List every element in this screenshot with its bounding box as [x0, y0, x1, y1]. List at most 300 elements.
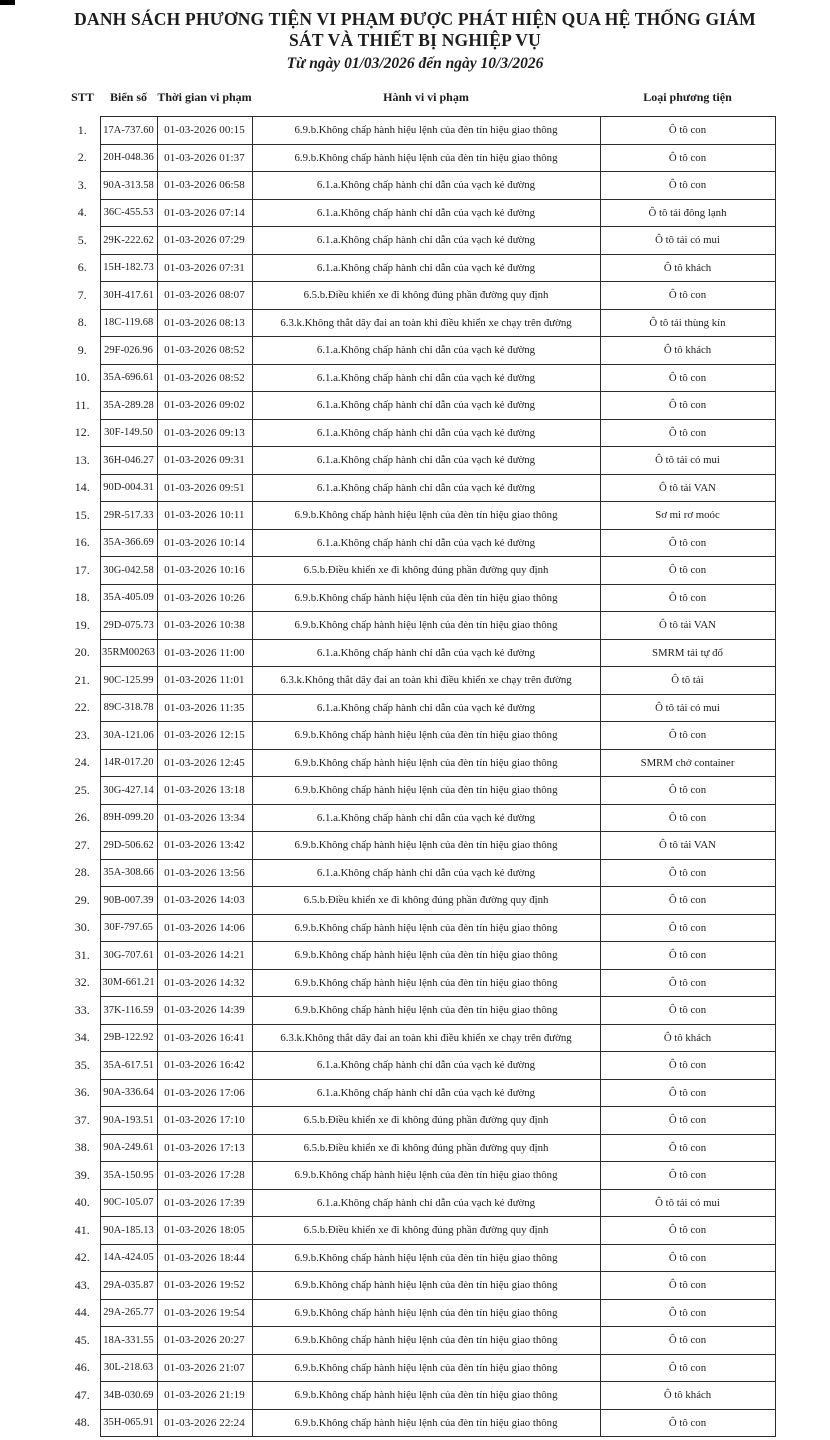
cell-stt: 10.	[74, 370, 90, 385]
table-row	[65, 1244, 775, 1272]
cell-violation-time: 01-03-2026 17:28	[157, 1162, 252, 1190]
cell-violation-time: 01-03-2026 16:42	[157, 1052, 252, 1080]
cell-vehicle-type: Ô tô khách	[600, 254, 775, 282]
column-header-time: Thời gian vi phạm	[157, 90, 252, 104]
column-header-stt: STT	[71, 90, 94, 105]
cell-plate-number: 35A-308.66	[100, 859, 157, 887]
cell-violation-behavior: 6.9.b.Không chấp hành hiệu lệnh của đèn tín hiệu giao thông	[252, 1409, 600, 1437]
cell-vehicle-type: Ô tô con	[600, 1079, 775, 1107]
cell-stt: 42.	[74, 1250, 90, 1265]
violations-table-header	[65, 90, 775, 117]
cell-vehicle-type: Ô tô con	[600, 1052, 775, 1080]
cell-plate-number: 30G-707.61	[100, 942, 157, 970]
cell-violation-time: 01-03-2026 19:52	[157, 1272, 252, 1300]
cell-vehicle-type: Ô tô khách	[600, 1024, 775, 1052]
cell-vehicle-type: Ô tô con	[600, 1244, 775, 1272]
cell-plate-number: 29F-026.96	[100, 337, 157, 365]
cell-stt: 9.	[77, 342, 87, 357]
cell-violation-time: 01-03-2026 08:13	[157, 309, 252, 337]
table-row	[65, 419, 775, 447]
cell-violation-behavior: 6.9.b.Không chấp hành hiệu lệnh của đèn tín hiệu giao thông	[252, 584, 600, 612]
cell-plate-number: 30F-149.50	[100, 419, 157, 447]
cell-violation-behavior: 6.9.b.Không chấp hành hiệu lệnh của đèn tín hiệu giao thông	[252, 1354, 600, 1382]
cell-plate-number: 35A-617.51	[100, 1052, 157, 1080]
cell-stt: 22.	[74, 700, 90, 715]
cell-vehicle-type: Ô tô tải	[600, 667, 775, 695]
cell-violation-time: 01-03-2026 06:58	[157, 172, 252, 200]
cell-plate-number: 90B-007.39	[100, 887, 157, 915]
table-row	[65, 667, 775, 695]
cell-violation-time: 01-03-2026 00:15	[157, 117, 252, 145]
table-row	[65, 969, 775, 997]
cell-violation-behavior: 6.1.a.Không chấp hành chỉ dẫn của vạch kẻ đường	[252, 1079, 600, 1107]
cell-violation-time: 01-03-2026 11:00	[157, 639, 252, 667]
cell-violation-behavior: 6.5.b.Điều khiển xe đi không đúng phần đường quy định	[252, 1134, 600, 1162]
table-row	[65, 474, 775, 502]
cell-violation-time: 01-03-2026 16:41	[157, 1024, 252, 1052]
cell-stt: 2.	[77, 150, 87, 165]
cell-vehicle-type: Ô tô con	[600, 364, 775, 392]
cell-violation-time: 01-03-2026 10:14	[157, 529, 252, 557]
cell-violation-behavior: 6.1.a.Không chấp hành chỉ dẫn của vạch kẻ đường	[252, 1189, 600, 1217]
cell-violation-time: 01-03-2026 08:07	[157, 282, 252, 310]
cell-violation-behavior: 6.5.b.Điều khiển xe đi không đúng phần đường quy định	[252, 557, 600, 585]
cell-violation-behavior: 6.9.b.Không chấp hành hiệu lệnh của đèn tín hiệu giao thông	[252, 117, 600, 145]
table-row	[65, 227, 775, 255]
cell-violation-time: 01-03-2026 07:31	[157, 254, 252, 282]
cell-plate-number: 29A-265.77	[100, 1299, 157, 1327]
cell-plate-number: 29R-517.33	[100, 502, 157, 530]
cell-violation-time: 01-03-2026 17:39	[157, 1189, 252, 1217]
cell-violation-time: 01-03-2026 14:06	[157, 914, 252, 942]
cell-stt: 27.	[74, 837, 90, 852]
cell-vehicle-type: Ô tô con	[600, 1327, 775, 1355]
table-row	[65, 364, 775, 392]
cell-violation-behavior: 6.1.a.Không chấp hành chỉ dẫn của vạch kẻ đường	[252, 639, 600, 667]
cell-vehicle-type: Ô tô con	[600, 1134, 775, 1162]
cell-stt: 5.	[77, 232, 87, 247]
cell-plate-number: 90A-185.13	[100, 1217, 157, 1245]
cell-stt: 1.	[77, 122, 87, 137]
table-row	[65, 942, 775, 970]
cell-plate-number: 18A-331.55	[100, 1327, 157, 1355]
table-row	[65, 694, 775, 722]
table-row	[65, 337, 775, 365]
cell-vehicle-type: Ô tô tải thùng kín	[600, 309, 775, 337]
cell-vehicle-type: Ô tô con	[600, 969, 775, 997]
cell-violation-time: 01-03-2026 17:13	[157, 1134, 252, 1162]
cell-stt: 12.	[74, 425, 90, 440]
cell-stt: 30.	[74, 920, 90, 935]
cell-vehicle-type: SMRM chở container	[600, 749, 775, 777]
cell-vehicle-type: Ô tô tải VAN	[600, 474, 775, 502]
cell-plate-number: 35A-696.61	[100, 364, 157, 392]
cell-plate-number: 30F-797.65	[100, 914, 157, 942]
table-row	[65, 777, 775, 805]
cell-stt: 4.	[77, 205, 87, 220]
cell-violation-behavior: 6.1.a.Không chấp hành chỉ dẫn của vạch kẻ đường	[252, 474, 600, 502]
cell-violation-behavior: 6.9.b.Không chấp hành hiệu lệnh của đèn tín hiệu giao thông	[252, 1162, 600, 1190]
cell-vehicle-type: Ô tô con	[600, 1217, 775, 1245]
cell-violation-behavior: 6.1.a.Không chấp hành chỉ dẫn của vạch kẻ đường	[252, 419, 600, 447]
cell-plate-number: 29D-075.73	[100, 612, 157, 640]
table-row	[65, 1189, 775, 1217]
cell-stt: 29.	[74, 892, 90, 907]
date-range-subtitle: Từ ngày 01/03/2026 đến ngày 10/3/2026	[286, 55, 544, 72]
cell-stt: 28.	[74, 865, 90, 880]
cell-violation-behavior: 6.1.a.Không chấp hành chỉ dẫn của vạch kẻ đường	[252, 447, 600, 475]
cell-violation-time: 01-03-2026 12:45	[157, 749, 252, 777]
cell-plate-number: 90A-336.64	[100, 1079, 157, 1107]
cell-plate-number: 30G-042.58	[100, 557, 157, 585]
cell-violation-behavior: 6.1.a.Không chấp hành chỉ dẫn của vạch kẻ đường	[252, 529, 600, 557]
cell-vehicle-type: Ô tô con	[600, 1354, 775, 1382]
cell-violation-time: 01-03-2026 13:56	[157, 859, 252, 887]
cell-stt: 19.	[74, 617, 90, 632]
cell-violation-behavior: 6.1.a.Không chấp hành chỉ dẫn của vạch kẻ đường	[252, 199, 600, 227]
cell-violation-behavior: 6.1.a.Không chấp hành chỉ dẫn của vạch kẻ đường	[252, 254, 600, 282]
cell-violation-behavior: 6.1.a.Không chấp hành chỉ dẫn của vạch kẻ đường	[252, 694, 600, 722]
cell-vehicle-type: Ô tô con	[600, 557, 775, 585]
column-header-violation: Hành vi vi phạm	[383, 90, 469, 104]
cell-plate-number: 35A-289.28	[100, 392, 157, 420]
cell-violation-time: 01-03-2026 14:03	[157, 887, 252, 915]
cell-vehicle-type: Ô tô khách	[600, 337, 775, 365]
cell-stt: 34.	[74, 1030, 90, 1045]
table-row	[65, 584, 775, 612]
cell-plate-number: 14A-424.05	[100, 1244, 157, 1272]
cell-violation-behavior: 6.1.a.Không chấp hành chỉ dẫn của vạch kẻ đường	[252, 364, 600, 392]
cell-violation-time: 01-03-2026 21:07	[157, 1354, 252, 1382]
cell-stt: 41.	[74, 1222, 90, 1237]
cell-stt: 23.	[74, 727, 90, 742]
cell-plate-number: 29D-506.62	[100, 832, 157, 860]
table-row	[65, 1079, 775, 1107]
cell-violation-behavior: 6.9.b.Không chấp hành hiệu lệnh của đèn tín hiệu giao thông	[252, 914, 600, 942]
cell-stt: 20.	[74, 645, 90, 660]
cell-violation-behavior: 6.9.b.Không chấp hành hiệu lệnh của đèn tín hiệu giao thông	[252, 502, 600, 530]
title-block	[0, 0, 830, 73]
cell-vehicle-type: Ô tô con	[600, 529, 775, 557]
cell-vehicle-type: Ô tô tải có mui	[600, 1189, 775, 1217]
cell-plate-number: 90A-313.58	[100, 172, 157, 200]
column-header-vehicle: Loại phương tiện	[643, 90, 732, 104]
cell-vehicle-type: Ô tô con	[600, 777, 775, 805]
cell-violation-time: 01-03-2026 17:10	[157, 1107, 252, 1135]
cell-violation-behavior: 6.1.a.Không chấp hành chỉ dẫn của vạch kẻ đường	[252, 172, 600, 200]
cell-plate-number: 37K-116.59	[100, 997, 157, 1025]
table-row	[65, 1327, 775, 1355]
table-row	[65, 172, 775, 200]
cell-vehicle-type: SMRM tải tự đổ	[600, 639, 775, 667]
table-row	[65, 309, 775, 337]
table-row	[65, 1162, 775, 1190]
page-title-line-1: DANH SÁCH PHƯƠNG TIỆN VI PHẠM ĐƯỢC PHÁT HIỆN QUA HỆ THỐNG GIÁM	[74, 9, 756, 29]
header-row	[65, 90, 775, 117]
cell-plate-number: 30M-661.21	[100, 969, 157, 997]
cell-plate-number: 35A-366.69	[100, 529, 157, 557]
cell-violation-behavior: 6.9.b.Không chấp hành hiệu lệnh của đèn tín hiệu giao thông	[252, 1299, 600, 1327]
cell-violation-behavior: 6.5.b.Điều khiển xe đi không đúng phần đường quy định	[252, 1217, 600, 1245]
cell-violation-behavior: 6.9.b.Không chấp hành hiệu lệnh của đèn tín hiệu giao thông	[252, 749, 600, 777]
cell-violation-behavior: 6.1.a.Không chấp hành chỉ dẫn của vạch kẻ đường	[252, 859, 600, 887]
cell-vehicle-type: Ô tô con	[600, 887, 775, 915]
cell-violation-time: 01-03-2026 10:38	[157, 612, 252, 640]
cell-stt: 7.	[77, 287, 87, 302]
cell-stt: 36.	[74, 1085, 90, 1100]
cell-violation-behavior: 6.3.k.Không thắt dây đai an toàn khi điều khiển xe chạy trên đường	[252, 667, 600, 695]
cell-violation-behavior: 6.9.b.Không chấp hành hiệu lệnh của đèn tín hiệu giao thông	[252, 832, 600, 860]
cell-violation-time: 01-03-2026 09:31	[157, 447, 252, 475]
cell-stt: 37.	[74, 1112, 90, 1127]
table-row	[65, 1409, 775, 1437]
cell-violation-time: 01-03-2026 09:51	[157, 474, 252, 502]
cell-violation-behavior: 6.5.b.Điều khiển xe đi không đúng phần đường quy định	[252, 1107, 600, 1135]
table-row	[65, 1052, 775, 1080]
cell-violation-time: 01-03-2026 07:14	[157, 199, 252, 227]
cell-violation-time: 01-03-2026 08:52	[157, 337, 252, 365]
cell-vehicle-type: Sơ mi rơ moóc	[600, 502, 775, 530]
cell-violation-behavior: 6.9.b.Không chấp hành hiệu lệnh của đèn tín hiệu giao thông	[252, 1244, 600, 1272]
cell-violation-time: 01-03-2026 14:32	[157, 969, 252, 997]
cell-vehicle-type: Ô tô con	[600, 144, 775, 172]
cell-violation-time: 01-03-2026 13:34	[157, 804, 252, 832]
cell-vehicle-type: Ô tô con	[600, 419, 775, 447]
cell-plate-number: 30A-121.06	[100, 722, 157, 750]
cell-plate-number: 29A-035.87	[100, 1272, 157, 1300]
cell-stt: 40.	[74, 1195, 90, 1210]
cell-stt: 31.	[74, 947, 90, 962]
cell-violation-behavior: 6.9.b.Không chấp hành hiệu lệnh của đèn tín hiệu giao thông	[252, 777, 600, 805]
cell-violation-time: 01-03-2026 13:42	[157, 832, 252, 860]
cell-vehicle-type: Ô tô con	[600, 584, 775, 612]
cell-vehicle-type: Ô tô con	[600, 722, 775, 750]
cell-violation-behavior: 6.9.b.Không chấp hành hiệu lệnh của đèn tín hiệu giao thông	[252, 997, 600, 1025]
cell-stt: 13.	[74, 452, 90, 467]
cell-vehicle-type: Ô tô con	[600, 1107, 775, 1135]
cell-plate-number: 14R-017.20	[100, 749, 157, 777]
page-title-line-2: SÁT VÀ THIẾT BỊ NGHIỆP VỤ	[289, 30, 541, 50]
table-row	[65, 887, 775, 915]
cell-violation-time: 01-03-2026 20:27	[157, 1327, 252, 1355]
table-row	[65, 254, 775, 282]
cell-stt: 14.	[74, 480, 90, 495]
cell-violation-behavior: 6.1.a.Không chấp hành chỉ dẫn của vạch kẻ đường	[252, 227, 600, 255]
cell-vehicle-type: Ô tô con	[600, 117, 775, 145]
cell-vehicle-type: Ô tô con	[600, 859, 775, 887]
column-header-plate: Biển số	[109, 90, 147, 104]
table-row	[65, 1299, 775, 1327]
cell-vehicle-type: Ô tô con	[600, 1162, 775, 1190]
cell-plate-number: 90C-125.99	[100, 667, 157, 695]
table-row	[65, 639, 775, 667]
cell-plate-number: 29K-222.62	[100, 227, 157, 255]
table-row	[65, 529, 775, 557]
cell-violation-behavior: 6.1.a.Không chấp hành chỉ dẫn của vạch kẻ đường	[252, 392, 600, 420]
cell-violation-time: 01-03-2026 12:15	[157, 722, 252, 750]
cell-vehicle-type: Ô tô tải đông lạnh	[600, 199, 775, 227]
cell-stt: 33.	[74, 1002, 90, 1017]
cell-stt: 24.	[74, 755, 90, 770]
violations-table-body	[65, 117, 775, 1437]
cell-violation-time: 01-03-2026 10:16	[157, 557, 252, 585]
table-row	[65, 557, 775, 585]
cell-plate-number: 29B-122.92	[100, 1024, 157, 1052]
cell-stt: 15.	[74, 507, 90, 522]
cell-stt: 48.	[74, 1415, 90, 1430]
cell-violation-behavior: 6.9.b.Không chấp hành hiệu lệnh của đèn tín hiệu giao thông	[252, 1272, 600, 1300]
cell-stt: 8.	[77, 315, 87, 330]
table-row	[65, 832, 775, 860]
cell-violation-behavior: 6.9.b.Không chấp hành hiệu lệnh của đèn tín hiệu giao thông	[252, 942, 600, 970]
cell-violation-time: 01-03-2026 13:18	[157, 777, 252, 805]
cell-violation-time: 01-03-2026 07:29	[157, 227, 252, 255]
cell-violation-time: 01-03-2026 11:35	[157, 694, 252, 722]
cell-violation-time: 01-03-2026 09:02	[157, 392, 252, 420]
cell-plate-number: 30L-218.63	[100, 1354, 157, 1382]
table-row	[65, 722, 775, 750]
cell-plate-number: 89H-099.20	[100, 804, 157, 832]
table-row	[65, 199, 775, 227]
cell-violation-behavior: 6.9.b.Không chấp hành hiệu lệnh của đèn tín hiệu giao thông	[252, 969, 600, 997]
table-row	[65, 859, 775, 887]
cell-stt: 46.	[74, 1360, 90, 1375]
cell-plate-number: 34B-030.69	[100, 1382, 157, 1410]
cell-plate-number: 20H-048.36	[100, 144, 157, 172]
cell-violation-time: 01-03-2026 14:39	[157, 997, 252, 1025]
cell-violation-behavior: 6.9.b.Không chấp hành hiệu lệnh của đèn tín hiệu giao thông	[252, 612, 600, 640]
table-row	[65, 749, 775, 777]
cell-vehicle-type: Ô tô tải có mui	[600, 227, 775, 255]
cell-plate-number: 89C-318.78	[100, 694, 157, 722]
cell-plate-number: 35RM00263	[100, 639, 157, 667]
cell-violation-time: 01-03-2026 01:37	[157, 144, 252, 172]
cell-violation-behavior: 6.1.a.Không chấp hành chỉ dẫn của vạch kẻ đường	[252, 337, 600, 365]
cell-plate-number: 17A-737.60	[100, 117, 157, 145]
cell-violation-behavior: 6.3.k.Không thắt dây đai an toàn khi điều khiển xe chạy trên đường	[252, 309, 600, 337]
cell-vehicle-type: Ô tô tải VAN	[600, 612, 775, 640]
cell-vehicle-type: Ô tô con	[600, 392, 775, 420]
cell-plate-number: 90A-249.61	[100, 1134, 157, 1162]
table-row	[65, 392, 775, 420]
table-row	[65, 282, 775, 310]
scan-artifact	[0, 0, 15, 5]
cell-vehicle-type: Ô tô con	[600, 997, 775, 1025]
cell-stt: 45.	[74, 1332, 90, 1347]
cell-stt: 44.	[74, 1305, 90, 1320]
table-row	[65, 447, 775, 475]
cell-violation-behavior: 6.1.a.Không chấp hành chỉ dẫn của vạch kẻ đường	[252, 804, 600, 832]
table-row	[65, 1024, 775, 1052]
cell-plate-number: 35A-405.09	[100, 584, 157, 612]
cell-violation-time: 01-03-2026 14:21	[157, 942, 252, 970]
cell-violation-behavior: 6.9.b.Không chấp hành hiệu lệnh của đèn tín hiệu giao thông	[252, 1382, 600, 1410]
cell-stt: 43.	[74, 1277, 90, 1292]
cell-violation-time: 01-03-2026 11:01	[157, 667, 252, 695]
cell-stt: 21.	[74, 672, 90, 687]
table-row	[65, 502, 775, 530]
cell-stt: 3.	[77, 177, 87, 192]
table-row	[65, 1272, 775, 1300]
cell-violation-time: 01-03-2026 21:19	[157, 1382, 252, 1410]
cell-violation-time: 01-03-2026 18:05	[157, 1217, 252, 1245]
cell-stt: 18.	[74, 590, 90, 605]
cell-stt: 6.	[77, 260, 87, 275]
table-row	[65, 1134, 775, 1162]
table-row	[65, 1354, 775, 1382]
cell-stt: 35.	[74, 1057, 90, 1072]
table-row	[65, 117, 775, 145]
cell-violation-time: 01-03-2026 17:06	[157, 1079, 252, 1107]
cell-violation-time: 01-03-2026 18:44	[157, 1244, 252, 1272]
table-row	[65, 612, 775, 640]
cell-vehicle-type: Ô tô con	[600, 1299, 775, 1327]
cell-stt: 39.	[74, 1167, 90, 1182]
cell-violation-time: 01-03-2026 09:13	[157, 419, 252, 447]
cell-plate-number: 18C-119.68	[100, 309, 157, 337]
cell-violation-behavior: 6.9.b.Không chấp hành hiệu lệnh của đèn tín hiệu giao thông	[252, 1327, 600, 1355]
cell-vehicle-type: Ô tô con	[600, 282, 775, 310]
cell-vehicle-type: Ô tô tải có mui	[600, 447, 775, 475]
cell-vehicle-type: Ô tô con	[600, 172, 775, 200]
cell-plate-number: 35A-150.95	[100, 1162, 157, 1190]
cell-plate-number: 35H-065.91	[100, 1409, 157, 1437]
table-row	[65, 997, 775, 1025]
cell-violation-time: 01-03-2026 10:26	[157, 584, 252, 612]
cell-violation-behavior: 6.5.b.Điều khiển xe đi không đúng phần đường quy định	[252, 282, 600, 310]
cell-vehicle-type: Ô tô con	[600, 804, 775, 832]
cell-violation-time: 01-03-2026 19:54	[157, 1299, 252, 1327]
cell-stt: 47.	[74, 1387, 90, 1402]
cell-violation-behavior: 6.5.b.Điều khiển xe đi không đúng phần đường quy định	[252, 887, 600, 915]
cell-stt: 38.	[74, 1140, 90, 1155]
cell-stt: 11.	[74, 397, 90, 412]
cell-violation-behavior: 6.9.b.Không chấp hành hiệu lệnh của đèn tín hiệu giao thông	[252, 722, 600, 750]
cell-stt: 32.	[74, 975, 90, 990]
cell-vehicle-type: Ô tô tải có mui	[600, 694, 775, 722]
cell-stt: 25.	[74, 782, 90, 797]
violations-table	[65, 90, 776, 1437]
cell-violation-time: 01-03-2026 22:24	[157, 1409, 252, 1437]
table-row	[65, 914, 775, 942]
cell-violation-time: 01-03-2026 10:11	[157, 502, 252, 530]
cell-plate-number: 36H-046.27	[100, 447, 157, 475]
table-row	[65, 1217, 775, 1245]
cell-plate-number: 90A-193.51	[100, 1107, 157, 1135]
cell-violation-behavior: 6.1.a.Không chấp hành chỉ dẫn của vạch kẻ đường	[252, 1052, 600, 1080]
cell-stt: 26.	[74, 810, 90, 825]
cell-violation-behavior: 6.3.k.Không thắt dây đai an toàn khi điều khiển xe chạy trên đường	[252, 1024, 600, 1052]
cell-vehicle-type: Ô tô con	[600, 942, 775, 970]
cell-plate-number: 90C-105.07	[100, 1189, 157, 1217]
cell-violation-time: 01-03-2026 08:52	[157, 364, 252, 392]
table-row	[65, 144, 775, 172]
cell-plate-number: 30H-417.61	[100, 282, 157, 310]
cell-stt: 17.	[74, 562, 90, 577]
cell-vehicle-type: Ô tô khách	[600, 1382, 775, 1410]
cell-vehicle-type: Ô tô tải VAN	[600, 832, 775, 860]
cell-stt: 16.	[74, 535, 90, 550]
cell-violation-behavior: 6.9.b.Không chấp hành hiệu lệnh của đèn tín hiệu giao thông	[252, 144, 600, 172]
cell-vehicle-type: Ô tô con	[600, 1272, 775, 1300]
table-row	[65, 804, 775, 832]
cell-vehicle-type: Ô tô con	[600, 914, 775, 942]
table-row	[65, 1107, 775, 1135]
table-row	[65, 1382, 775, 1410]
cell-plate-number: 90D-004.31	[100, 474, 157, 502]
cell-plate-number: 36C-455.53	[100, 199, 157, 227]
cell-plate-number: 30G-427.14	[100, 777, 157, 805]
